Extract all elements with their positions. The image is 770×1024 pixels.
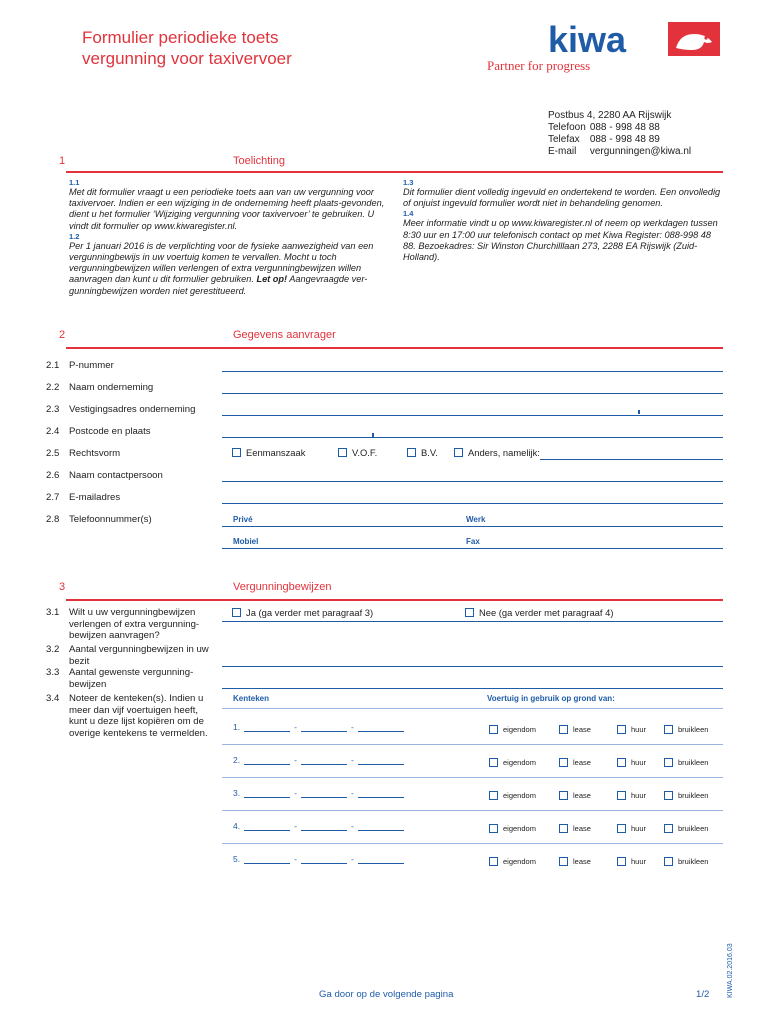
row-number: 2.4 (46, 426, 60, 437)
kenteken-part-2[interactable] (301, 788, 347, 798)
question-3-1: Wilt u uw vergunningbewijzen verlengen of extra vergunning-bewijzen aanvragen? (69, 607, 200, 641)
phone-prive-werk-field[interactable] (222, 526, 723, 527)
checkbox-icon[interactable] (664, 791, 673, 800)
checkbox-icon[interactable] (617, 791, 626, 800)
opt-bruikleen[interactable] (664, 791, 708, 800)
checkbox-icon[interactable] (559, 758, 568, 767)
checkbox-icon[interactable] (489, 857, 498, 866)
section1-rule (66, 171, 723, 173)
row-label-p-nummer: P-nummer (69, 360, 114, 371)
contact-block (548, 110, 695, 158)
rechtsvorm-vof[interactable] (338, 447, 377, 458)
option-label: huur (631, 824, 647, 833)
checkbox-icon[interactable] (232, 448, 241, 457)
kenteken-field[interactable] (233, 821, 408, 831)
option-label: eigendom (503, 791, 536, 800)
plate-row (222, 755, 723, 785)
row-label-emailadres: E-mailadres (69, 492, 121, 503)
row-number: 2.6 (46, 470, 60, 481)
kenteken-part-3[interactable] (358, 788, 404, 798)
question-3-3: Aantal gewenste vergunning-bewijzen (69, 667, 194, 690)
kenteken-part-1[interactable] (244, 722, 290, 732)
section3-title: Vergunningbewijzen (233, 581, 332, 593)
kenteken-part-1[interactable] (244, 755, 290, 765)
plate-dash: - (294, 854, 297, 864)
contact-value: 088 - 998 48 89 (589, 134, 660, 145)
plate-dash: - (350, 755, 354, 765)
para-1-2-text: Per 1 januari 2016 is de verplichting voor de fysieke aanwezigheid van een vergunningbewijs in uw voertuig komen te vervallen. Mocht u toch vergunningbewijzen willen verlengen of extra vergunningbewijzen willen aanvragen dan kunt u dit formulier gebruiken. (69, 240, 374, 285)
rechtsvorm-bv[interactable] (407, 447, 438, 458)
para-1-1: Met dit formulier vraagt u een periodieke toets aan van uw vergunning voor taxivervoer. Indien er een wijziging in de onderneming heeft plaats-gevonden, dient u het formulier ‘Wijziging vergunning voor taxivervoer’ te gebruiken. U vindt dit formulier op www.kiwaregister.nl. (69, 187, 385, 231)
option-label: eigendom (503, 725, 536, 734)
plate-row (222, 788, 723, 818)
option-label: eigendom (503, 824, 536, 833)
contact-address: Postbus 4, 2280 AA Rijswijk (548, 110, 672, 121)
checkbox-icon[interactable] (617, 725, 626, 734)
option-label: bruikleen (678, 758, 709, 767)
option-label: V.O.F. (352, 447, 378, 458)
col-kenteken: Kenteken (233, 694, 270, 703)
row-number: 3.2 (46, 644, 60, 655)
opt-bruikleen[interactable] (664, 725, 708, 734)
phone-mobiel-label: Mobiel (233, 537, 259, 546)
logo-text: kiwa (548, 20, 627, 60)
row-label-rechtsvorm: Rechtsvorm (69, 448, 121, 459)
checkbox-icon[interactable] (465, 608, 474, 617)
emailadres-field[interactable] (222, 503, 723, 504)
opt-lease[interactable] (559, 758, 591, 767)
rechtsvorm-anders[interactable] (454, 447, 540, 458)
aantal-in-bezit-field[interactable] (222, 666, 723, 667)
row-number: 2.5 (46, 448, 60, 459)
kenteken-part-1[interactable] (244, 854, 290, 864)
question-3-4: Noteer de kenteken(s). Indien u meer dan vijf voertuigen heeft, kunt u deze lijst kopiëren om de overige kentekens te vermelden. (69, 693, 208, 739)
vestigingsadres-field[interactable] (222, 415, 723, 416)
option-label: bruikleen (678, 725, 709, 734)
p-nummer-field[interactable] (222, 371, 723, 372)
form-title (82, 27, 292, 69)
section3-number: 3 (59, 581, 66, 593)
kenteken-part-3[interactable] (358, 854, 404, 864)
opt-eigendom[interactable] (489, 791, 536, 800)
checkbox-icon[interactable] (407, 448, 416, 457)
option-label: huur (631, 791, 647, 800)
opt-eigendom[interactable] (489, 758, 536, 767)
q31-rule (222, 621, 723, 622)
row-label-telefoonnummers: Telefoonnummer(s) (69, 514, 152, 525)
question-3-2: Aantal vergunningbewijzen in uw bezit (69, 644, 209, 667)
opt-eigendom[interactable] (489, 857, 536, 866)
option-label: lease (573, 791, 591, 800)
opt-bruikleen[interactable] (664, 824, 708, 833)
tagline: Partner for progress (487, 58, 591, 73)
plate-row-rule (222, 843, 723, 844)
row-number: 2.7 (46, 492, 60, 503)
option-label: eigendom (503, 857, 536, 866)
field-tick (638, 410, 640, 414)
plate-dash: - (294, 788, 297, 798)
phone-werk-label: Werk (466, 515, 486, 524)
contactpersoon-field[interactable] (222, 481, 723, 482)
option-label: huur (631, 758, 647, 767)
kenteken-part-2[interactable] (301, 821, 347, 831)
plate-row-rule (222, 810, 723, 811)
para-number: 1.3 (403, 178, 414, 187)
row-number: 3.1 (46, 607, 60, 618)
contact-value: 088 - 998 48 88 (589, 122, 660, 133)
let-op: Let op! (256, 274, 288, 285)
option-label: Nee (ga verder met paragraaf 4) (479, 607, 614, 618)
col-voertuig: Voertuig in gebruik op grond van: (487, 694, 615, 703)
opt-huur[interactable] (617, 824, 646, 833)
section2-title: Gegevens aanvrager (233, 329, 336, 341)
opt-lease[interactable] (559, 857, 591, 866)
para-1-2 (69, 241, 392, 297)
plate-header-rule (222, 708, 723, 709)
opt-huur[interactable] (617, 857, 646, 866)
aantal-gewenst-field[interactable] (222, 688, 723, 689)
section1-number: 1 (59, 155, 66, 167)
opt-huur[interactable] (617, 725, 646, 734)
checkbox-icon[interactable] (559, 857, 568, 866)
para-number: 1.1 (69, 178, 80, 187)
option-label: lease (573, 857, 591, 866)
opt-eigendom[interactable] (489, 725, 536, 734)
plate-dash: - (294, 821, 297, 831)
option-label: lease (573, 758, 591, 767)
kenteken-part-3[interactable] (358, 821, 404, 831)
checkbox-icon[interactable] (664, 824, 673, 833)
checkbox-icon[interactable] (617, 857, 626, 866)
checkbox-icon[interactable] (617, 824, 626, 833)
option-nee[interactable] (465, 607, 613, 618)
checkbox-icon[interactable] (232, 608, 241, 617)
section1-left-column (69, 178, 392, 297)
row-number: 2.3 (46, 404, 60, 415)
row-number: 2.2 (46, 382, 60, 393)
section2-rule (66, 347, 723, 349)
next-page-text: Ga door op de volgende pagina (319, 989, 454, 1000)
checkbox-icon[interactable] (454, 448, 463, 457)
plate-dash: - (294, 722, 297, 732)
option-label: bruikleen (678, 824, 709, 833)
plate-number: 4. (233, 821, 241, 831)
opt-bruikleen[interactable] (664, 758, 708, 767)
naam-onderneming-field[interactable] (222, 393, 723, 394)
plate-dash: - (350, 821, 354, 831)
plate-number: 1. (233, 722, 241, 732)
contact-label: E-mail (548, 146, 577, 157)
option-label: Ja (ga verder met paragraaf 3) (246, 607, 374, 618)
option-ja[interactable] (232, 607, 373, 618)
option-label: Eenmanszaak (246, 447, 306, 458)
plate-row-rule (222, 777, 723, 778)
contact-label: Telefax (548, 134, 580, 145)
row-label-naam-onderneming: Naam onderneming (69, 382, 154, 393)
checkbox-icon[interactable] (664, 758, 673, 767)
row-label-contactpersoon: Naam contactpersoon (69, 470, 163, 481)
kenteken-field[interactable] (233, 854, 408, 864)
plate-dash: - (294, 755, 297, 765)
option-label: B.V. (421, 447, 438, 458)
checkbox-icon[interactable] (664, 725, 673, 734)
kenteken-part-3[interactable] (358, 722, 404, 732)
section3-rule (66, 599, 723, 601)
postcode-plaats-field[interactable] (222, 437, 723, 438)
option-label: bruikleen (678, 791, 709, 800)
opt-bruikleen[interactable] (664, 857, 708, 866)
opt-huur[interactable] (617, 758, 646, 767)
plate-number: 2. (233, 755, 241, 765)
form-title-line1: Formulier periodieke toets (82, 28, 279, 47)
plate-number: 3. (233, 788, 241, 798)
plate-dash: - (350, 788, 354, 798)
kenteken-part-2[interactable] (301, 722, 347, 732)
field-tick (372, 433, 374, 437)
section1-title: Toelichting (233, 155, 285, 167)
para-1-2-text-end: Aangevraagde ver-gunningbewijzen worden niet gerestitueerd. (69, 274, 368, 296)
plate-number: 5. (233, 854, 241, 864)
section2-number: 2 (59, 329, 66, 341)
opt-huur[interactable] (617, 791, 646, 800)
row-label-vestigingsadres: Vestigingsadres onderneming (69, 404, 196, 415)
opt-lease[interactable] (559, 725, 591, 734)
option-label: eigendom (503, 758, 536, 767)
option-label: bruikleen (678, 857, 709, 866)
plate-row (222, 722, 723, 752)
checkbox-icon[interactable] (338, 448, 347, 457)
option-label: lease (573, 824, 591, 833)
kenteken-field[interactable] (233, 755, 408, 765)
plate-dash: - (350, 722, 354, 732)
checkbox-icon[interactable] (617, 758, 626, 767)
row-number: 3.4 (46, 693, 60, 704)
para-number: 1.4 (403, 209, 414, 219)
plate-dash: - (350, 854, 354, 864)
checkbox-icon[interactable] (489, 791, 498, 800)
checkbox-icon[interactable] (559, 824, 568, 833)
option-label: lease (573, 725, 591, 734)
form-code: KIWA.02.2016.03 (727, 943, 734, 998)
checkbox-icon[interactable] (489, 725, 498, 734)
option-label: huur (631, 725, 647, 734)
checkbox-icon[interactable] (559, 725, 568, 734)
page-number: 1/2 (696, 989, 710, 1000)
rechtsvorm-eenmanszaak[interactable] (232, 447, 305, 458)
checkbox-icon[interactable] (489, 758, 498, 767)
checkbox-icon[interactable] (664, 857, 673, 866)
option-label: Anders, namelijk: (468, 447, 540, 458)
kenteken-field[interactable] (233, 722, 408, 732)
form-title-line2: vergunning voor taxivervoer (82, 49, 292, 68)
kenteken-part-2[interactable] (301, 755, 347, 765)
contact-value: vergunningen@kiwa.nl (589, 146, 692, 157)
anders-field[interactable] (540, 459, 723, 460)
contact-label: Telefoon (548, 122, 586, 133)
para-number: 1.2 (69, 231, 80, 241)
kenteken-field[interactable] (233, 788, 408, 798)
para-1-4: Meer informatie vindt u op www.kiwaregister.nl of neem op werkdagen tussen 8:30 uur en 17:00 uur telefonisch contact op met Kiwa Register: 088-998 48 88. Bezoekadres: Sir Winston Churchilllaan 273, 2288 EA Rijswijk (Zuid-Holland). (403, 218, 718, 263)
kenteken-part-1[interactable] (244, 788, 290, 798)
plate-row-rule (222, 744, 723, 745)
row-number: 2.1 (46, 360, 60, 371)
option-label: huur (631, 857, 647, 866)
kenteken-part-2[interactable] (301, 854, 347, 864)
para-1-3: Dit formulier dient volledig ingevuld en ondertekend te worden. Een onvolledig of onjuist ingevuld formulier wordt niet in behandeling genomen. (403, 187, 721, 209)
section1-right-column (403, 178, 721, 263)
kenteken-part-1[interactable] (244, 821, 290, 831)
opt-eigendom[interactable] (489, 824, 536, 833)
kenteken-part-3[interactable] (358, 755, 404, 765)
phone-mobiel-fax-field[interactable] (222, 548, 723, 549)
phone-fax-label: Fax (466, 537, 480, 546)
row-label-postcode-plaats: Postcode en plaats (69, 426, 151, 437)
plate-row (222, 854, 723, 884)
row-number: 3.3 (46, 667, 60, 678)
row-number: 2.8 (46, 514, 60, 525)
opt-lease[interactable] (559, 824, 591, 833)
checkbox-icon[interactable] (489, 824, 498, 833)
plate-row (222, 821, 723, 851)
opt-lease[interactable] (559, 791, 591, 800)
checkbox-icon[interactable] (559, 791, 568, 800)
phone-prive-label: Privé (233, 515, 253, 524)
